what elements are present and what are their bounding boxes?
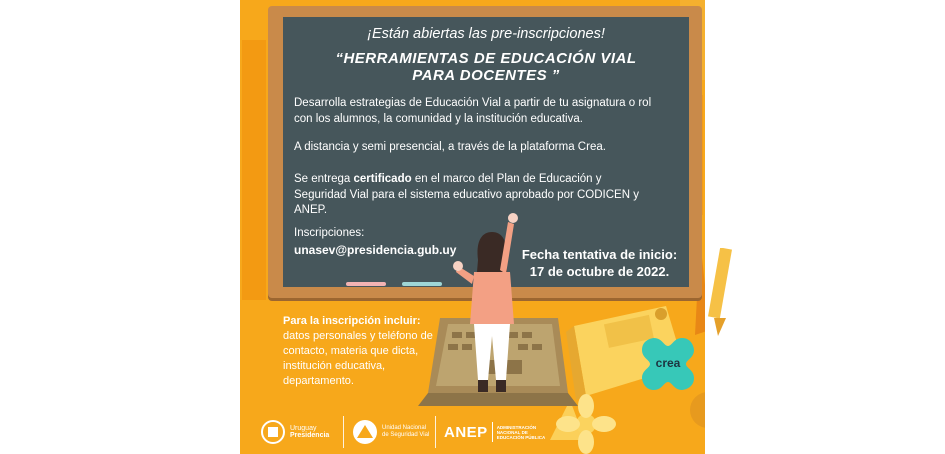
unasev-line1: Unidad Nacional [382,425,427,431]
presidencia-line2: Presidencia [290,432,330,439]
description-line2: con los alumnos, la comunidad y la institución educativa. [294,112,583,125]
inclusion-heading: Para la inscripción incluir: [283,315,421,327]
course-title-line2: PARA DOCENTES ” [412,67,560,84]
presidencia-line1: Uruguay [290,425,317,432]
inclusion-line: institución educativa, [283,360,386,372]
start-date-line1: Fecha tentativa de inicio: [521,247,678,262]
flower-decoration [556,394,616,454]
presidencia-shield-icon [260,418,286,446]
anep-line1: ADMINISTRACIÓN [496,424,537,430]
headline: ¡Están abiertas las pre-inscripciones! [367,26,605,42]
blue-chalk [402,282,442,286]
description-line1: Desarrolla estrategias de Educación Vial a partir de tu asignatura o rol [294,97,652,109]
teacher-illustration [452,204,532,404]
anep-line2: NACIONAL DE [496,429,528,435]
course-title-line1: “HERRAMIENTAS DE EDUCACIÓN VIAL [335,50,637,67]
description-paragraph [294,96,674,127]
pencil-illustration [706,248,736,338]
unasev-logo [352,418,429,446]
inclusion-info [283,314,463,389]
footer-divider [343,416,344,448]
registration-email: unasev@presidencia.gub.uy [294,243,457,257]
anep-wordmark: ANEP [444,423,488,441]
inclusion-line: contacto, materia que dicta, [283,345,419,357]
footer-divider [435,416,436,448]
anep-line3: EDUCACIÓN PÚBLICA [496,434,546,440]
unasev-emblem-icon [352,419,378,445]
pink-chalk [346,282,386,286]
certificate-line3: ANEP. [294,204,328,216]
inclusion-line: departamento. [283,375,354,387]
crea-logo-text: crea [655,356,681,370]
start-date [512,246,687,280]
start-date-line2: 17 de octubre de 2022. [529,264,670,279]
inclusion-line: datos personales y teléfono de [283,330,433,342]
certificate-line2: Seguridad Vial para el sistema educativo aprobado por CODICEN y [294,188,639,201]
certificate-line1: Se entrega certificado en el marco del Plan de Educación y [294,173,602,185]
certificate-emphasis: certificado [353,173,412,185]
course-title [283,50,689,84]
modality-paragraph: A distancia y semi presencial, a través de la plataforma Crea. [294,141,606,153]
unasev-line2: de Seguridad Vial [382,432,430,438]
registration-label: Inscripciones: [294,227,365,239]
anep-logo [444,418,545,446]
presidencia-logo [260,418,329,446]
